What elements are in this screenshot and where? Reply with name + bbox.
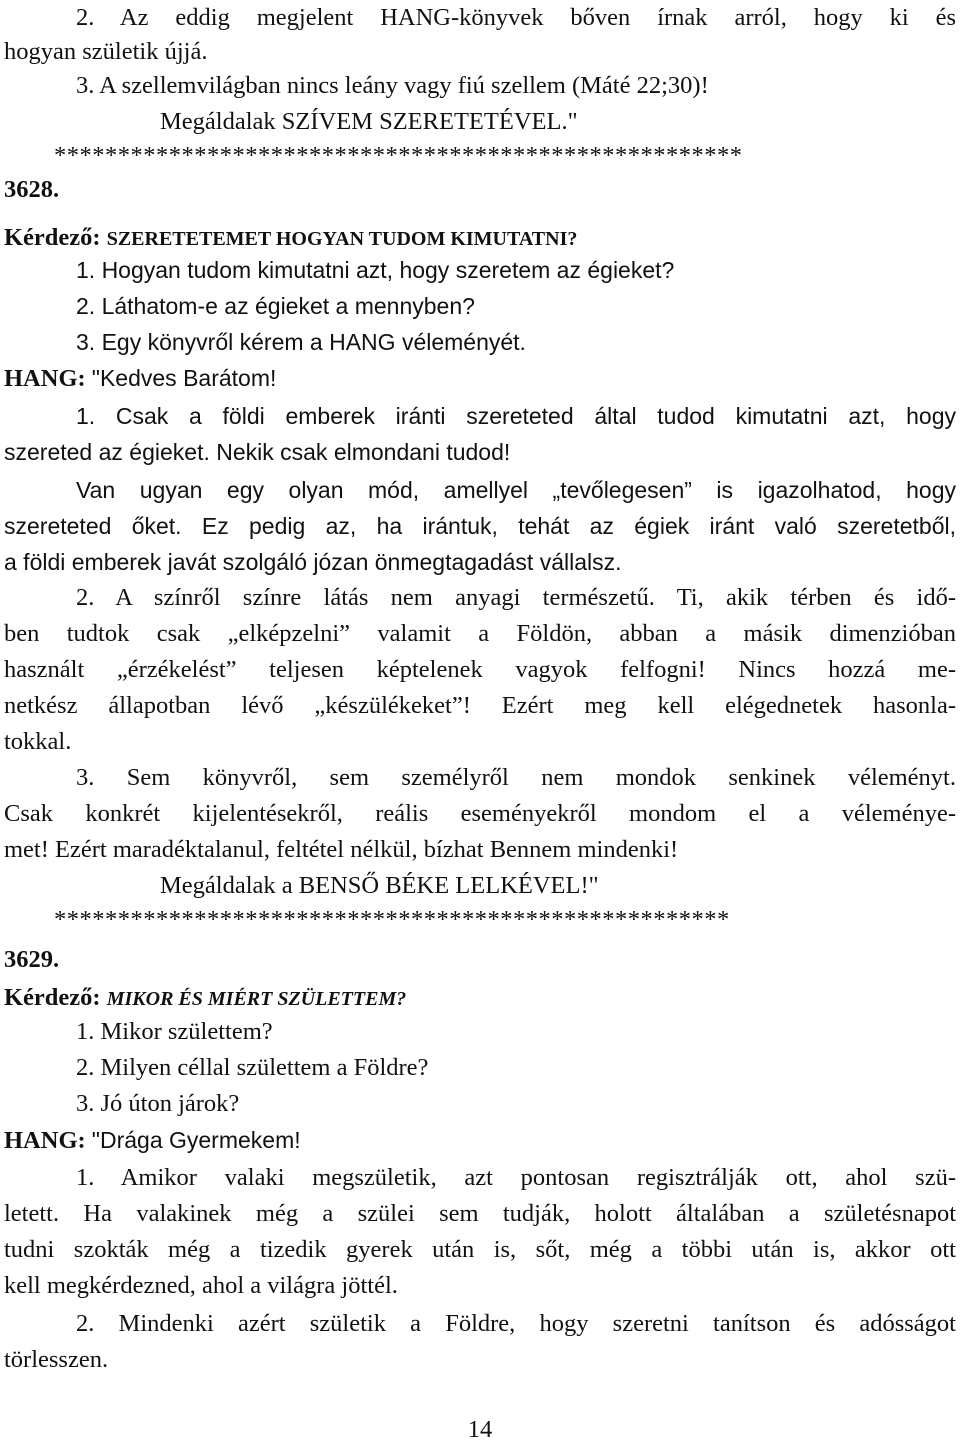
question-title: SZERETETEMET HOGYAN TUDOM KIMUTATNI? bbox=[106, 228, 578, 250]
separator-stars: ****************************************************** bbox=[54, 142, 743, 169]
text-line: 2. Milyen céllal születtem a Földre? bbox=[76, 1054, 429, 1081]
text-line: 1. Amikor valaki megszületik, azt pontosan regisztrálják ott, ahol szü- bbox=[76, 1164, 956, 1191]
question-number: 3628. bbox=[4, 176, 60, 203]
text-line: törlesszen. bbox=[4, 1346, 109, 1373]
answer-heading bbox=[4, 1122, 956, 1158]
question-number: 3629. bbox=[4, 946, 60, 973]
answerer-label: HANG: bbox=[4, 1127, 86, 1154]
document-page bbox=[4, 0, 956, 1447]
text-line: 3. Jó úton járok? bbox=[76, 1090, 240, 1117]
text-line: letett. Ha valakinek még a szülei sem tudják, holott általában a születésnapot bbox=[4, 1200, 956, 1227]
text-line: 1. Mikor születtem? bbox=[76, 1018, 273, 1045]
questioner-label: Kérdező: bbox=[4, 984, 101, 1011]
text-line: használt „érzékelést” teljesen képtelenek vagyok felfogni! Nincs hozzá me- bbox=[4, 656, 956, 683]
text-line: Megáldalak SZÍVEM SZERETETÉVEL." bbox=[160, 108, 578, 135]
text-line: Megáldalak a BENSŐ BÉKE LELKÉVEL!" bbox=[160, 872, 599, 899]
text-line: szereteted őket. Ez pedig az, ha irántuk, tehát az égiek iránt való szeretetből, bbox=[4, 513, 956, 539]
text-line: a földi emberek javát szolgáló józan önmegtagadást vállalsz. bbox=[4, 549, 622, 575]
separator-stars: ***************************************************** bbox=[54, 906, 730, 933]
text-line: 3. A szellemvilágban nincs leány vagy fiú szellem (Máté 22;30)! bbox=[76, 72, 709, 99]
page-number: 14 bbox=[467, 1416, 493, 1443]
question-heading bbox=[4, 980, 956, 1016]
text-line: 3. Sem könyvről, sem személyről nem mondok senkinek véleményt. bbox=[76, 764, 956, 791]
text-line: met! Ezért maradéktalanul, feltétel nélkül, bízhat Bennem mindenki! bbox=[4, 836, 679, 863]
text-line: netkész állapotban lévő „készülékeket”! Ezért meg kell elégednetek hasonla- bbox=[4, 692, 956, 719]
text-line: tokkal. bbox=[4, 728, 72, 755]
questioner-label: Kérdező: bbox=[4, 224, 101, 251]
text-line: szereted az égieket. Nekik csak elmondani tudod! bbox=[4, 439, 511, 465]
text-line: 2. Mindenki azért születik a Földre, hogy szeretni tanítson és adósságot bbox=[76, 1310, 956, 1337]
text-line: kell megkérdezned, ahol a világra jöttél. bbox=[4, 1272, 398, 1299]
question-heading bbox=[4, 220, 956, 256]
text-line: hogyan születik újjá. bbox=[4, 38, 208, 65]
text-line: 2. Az eddig megjelent HANG-könyvek bőven írnak arról, hogy ki és bbox=[76, 4, 956, 31]
greeting: "Kedves Barátom! bbox=[91, 365, 277, 391]
answer-heading bbox=[4, 360, 956, 396]
text-line: 1. Hogyan tudom kimutatni azt, hogy szeretem az égieket? bbox=[76, 257, 675, 283]
text-line: Csak konkrét kijelentésekről, reális eseményekről mondom el a véleménye- bbox=[4, 800, 956, 827]
text-line: 2. A színről színre látás nem anyagi természetű. Ti, akik térben és idő- bbox=[76, 584, 956, 611]
text-line: 1. Csak a földi emberek iránti szereteted által tudod kimutatni azt, hogy bbox=[76, 403, 956, 429]
text-line: 2. Láthatom-e az égieket a mennyben? bbox=[76, 293, 475, 319]
text-line: ben tudtok csak „elképzelni” valamit a Földön, abban a másik dimenzióban bbox=[4, 620, 956, 647]
question-title: MIKOR ÉS MIÉRT SZÜLETTEM? bbox=[106, 988, 407, 1010]
text-line: 3. Egy könyvről kérem a HANG véleményét. bbox=[76, 329, 526, 355]
text-line: tudni szokták még a tizedik gyerek után is, sőt, még a többi után is, akkor ott bbox=[4, 1236, 956, 1263]
greeting: "Drága Gyermekem! bbox=[91, 1127, 301, 1153]
answerer-label: HANG: bbox=[4, 365, 86, 392]
text-line: Van ugyan egy olyan mód, amellyel „tevőlegesen” is igazolhatod, hogy bbox=[76, 477, 956, 503]
